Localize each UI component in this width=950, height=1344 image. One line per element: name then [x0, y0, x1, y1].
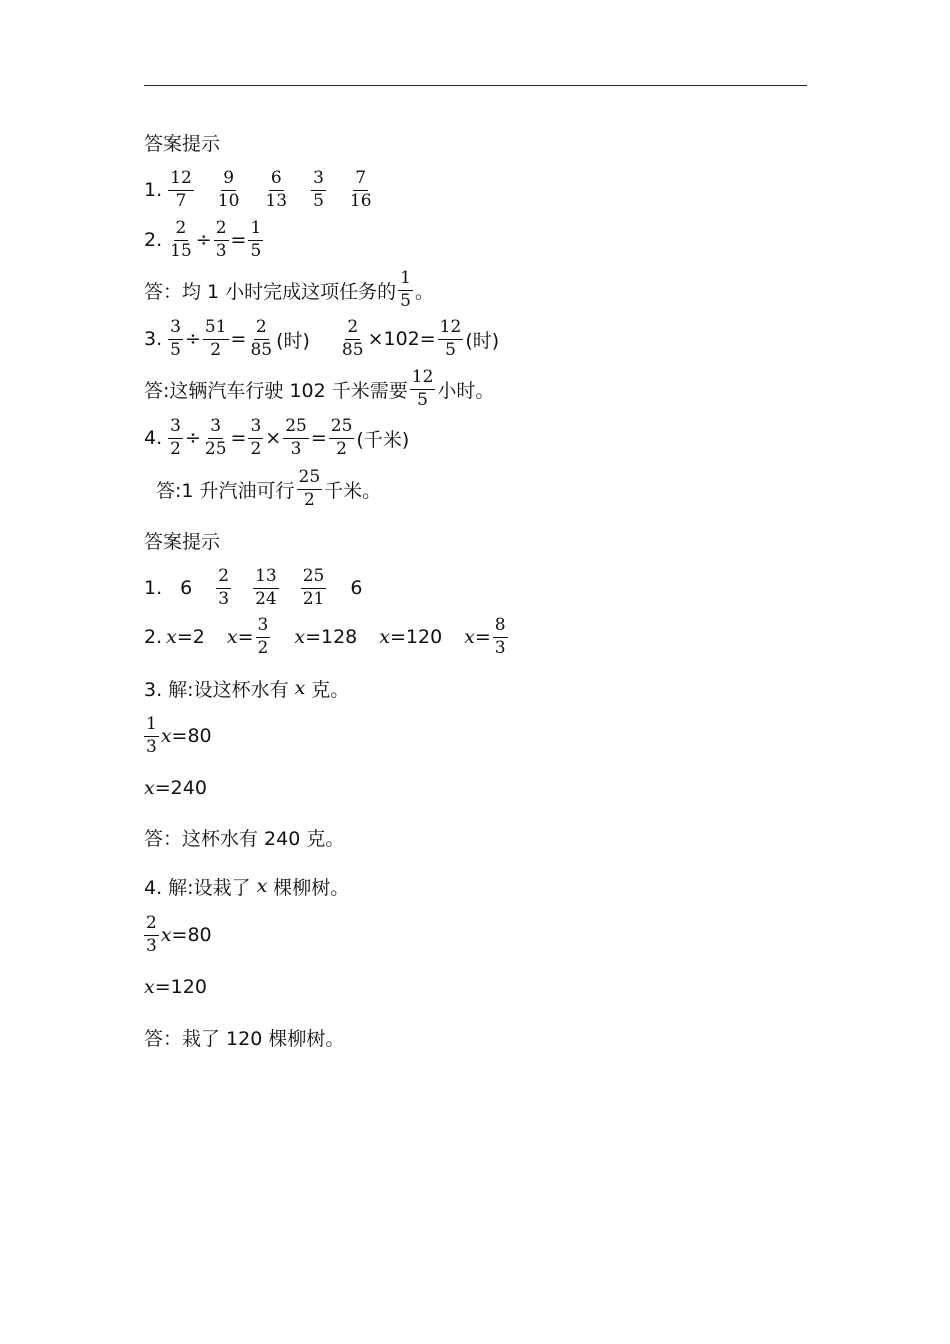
fraction — [168, 417, 183, 458]
denominator: 2 — [210, 339, 222, 360]
denominator: 5 — [445, 339, 456, 360]
section2-heading — [144, 520, 220, 560]
s2-q3-answer — [144, 817, 344, 857]
numerator: 1 — [248, 219, 263, 240]
heading-text: 答案提示 — [144, 132, 221, 155]
s2-q4-eq2 — [144, 967, 207, 1007]
s1-q3-answer — [144, 369, 494, 409]
divide-sign: ÷ — [184, 427, 201, 449]
fraction — [144, 715, 159, 756]
equation-part: =120 — [389, 626, 443, 648]
numerator: 1 — [398, 269, 413, 290]
numerator: 2 — [345, 318, 360, 339]
denominator: 5 — [313, 190, 324, 211]
variable-x: x — [144, 777, 155, 799]
variable-x: x — [226, 626, 238, 648]
equation-part: = — [237, 626, 254, 648]
equation-part: =80 — [171, 924, 212, 946]
equals-sign: = — [230, 328, 247, 350]
unit-text: (时) — [276, 329, 310, 352]
times-expression: ×102= — [367, 328, 436, 350]
numerator: 9 — [221, 169, 236, 190]
section1-heading — [144, 122, 220, 162]
equation-part: =2 — [176, 626, 205, 648]
top-rule — [144, 85, 807, 86]
fraction — [283, 417, 309, 458]
numerator: 3 — [168, 318, 183, 339]
q-number: 4. — [144, 427, 163, 449]
fraction — [144, 914, 159, 955]
solution-text: 4. 解:设栽了 — [144, 876, 251, 899]
divide-sign: ÷ — [195, 229, 212, 251]
denominator: 21 — [302, 588, 325, 609]
unit-text: (时) — [465, 329, 500, 352]
equals-sign: = — [230, 427, 247, 449]
numerator: 7 — [353, 169, 368, 190]
fraction — [256, 616, 271, 657]
fraction — [493, 616, 508, 657]
fraction — [253, 567, 279, 608]
numerator: 1 — [144, 715, 159, 736]
equation-part: =80 — [171, 725, 212, 747]
numerator: 13 — [253, 567, 279, 588]
denominator: 85 — [341, 339, 364, 360]
denominator: 2 — [257, 637, 269, 658]
fraction — [398, 269, 413, 310]
equation-part: = — [474, 626, 491, 648]
q-number: 1. — [144, 577, 163, 599]
numerator: 2 — [254, 318, 269, 339]
answer-text: 答：栽了 120 棵柳树。 — [144, 1027, 345, 1050]
denominator: 2 — [170, 438, 181, 459]
fraction — [340, 318, 366, 359]
variable-x: x — [294, 677, 306, 699]
fraction — [248, 417, 263, 458]
fraction — [263, 169, 289, 210]
s1-q3 — [144, 319, 499, 359]
denominator: 3 — [215, 240, 227, 261]
s2-q1 — [144, 568, 362, 608]
numerator: 12 — [438, 318, 464, 339]
numerator: 2 — [144, 914, 159, 935]
variable-x: x — [160, 725, 172, 747]
fraction — [301, 567, 327, 608]
s2-q3 — [144, 668, 349, 708]
answer-text: 答：均 1 小时完成这项任务的 — [144, 280, 397, 303]
s1-q4-answer — [156, 469, 381, 509]
fraction — [168, 169, 194, 210]
numerator: 12 — [168, 169, 194, 190]
variable-x: x — [294, 626, 306, 648]
numerator: 3 — [208, 417, 223, 438]
denominator: 5 — [417, 389, 428, 410]
s1-q2 — [144, 220, 265, 260]
numerator: 12 — [410, 368, 436, 389]
s1-q4 — [144, 418, 409, 458]
denominator: 3 — [290, 438, 302, 459]
fraction — [214, 219, 229, 260]
fraction — [168, 318, 183, 359]
denominator: 2 — [336, 438, 347, 459]
denominator: 5 — [170, 339, 181, 360]
fraction — [216, 567, 231, 608]
numerator: 2 — [216, 567, 231, 588]
denominator: 5 — [250, 240, 262, 261]
s2-q4 — [144, 866, 349, 906]
fraction — [248, 219, 263, 260]
fraction — [168, 219, 194, 260]
s2-q4-eq1 — [144, 915, 212, 955]
numerator: 25 — [329, 417, 355, 438]
answer-value: 6 — [180, 577, 193, 599]
s2-q3-eq1 — [144, 716, 212, 756]
fraction — [216, 169, 242, 210]
answer-value: 6 — [350, 577, 363, 599]
numerator: 51 — [203, 318, 229, 339]
q-number: 3. — [144, 328, 163, 350]
denominator: 7 — [175, 190, 187, 211]
denominator: 15 — [170, 240, 192, 261]
solution-text: 克。 — [311, 678, 350, 701]
denominator: 5 — [400, 290, 411, 311]
solution-text: 3. 解:设这杯水有 — [144, 678, 289, 701]
divide-sign: ÷ — [184, 328, 201, 350]
times-sign: × — [265, 427, 282, 449]
numerator: 25 — [297, 468, 323, 489]
fraction — [203, 318, 229, 359]
answer-text: 。 — [415, 280, 435, 303]
denominator: 3 — [146, 935, 157, 956]
heading-text: 答案提示 — [144, 530, 221, 553]
solution-text: 棵柳树。 — [273, 876, 350, 899]
variable-x: x — [144, 976, 155, 998]
variable-x: x — [464, 626, 475, 648]
fraction — [348, 169, 374, 210]
s2-q4-answer — [144, 1017, 344, 1057]
answer-text: 千米。 — [324, 479, 382, 502]
s1-q2-answer — [144, 270, 434, 310]
denominator: 10 — [217, 190, 240, 211]
denominator: 13 — [265, 190, 288, 211]
equation-part: =128 — [305, 626, 358, 648]
numerator: 3 — [248, 417, 263, 438]
answer-text: 答:这辆汽车行驶 102 千米需要 — [144, 379, 408, 402]
answer-text: 答:1 升汽油可行 — [156, 479, 295, 502]
variable-x: x — [160, 924, 172, 946]
equals-sign: = — [310, 427, 327, 449]
denominator: 25 — [204, 438, 227, 459]
fraction — [410, 368, 436, 409]
denominator: 16 — [349, 190, 372, 211]
variable-x: x — [256, 875, 268, 897]
denominator: 2 — [303, 489, 315, 510]
answer-text: 小时。 — [437, 379, 495, 402]
fraction — [311, 169, 326, 210]
equation-part: =240 — [154, 777, 207, 799]
denominator: 85 — [250, 339, 273, 360]
equals-sign: = — [230, 229, 247, 251]
numerator: 6 — [269, 169, 284, 190]
variable-x: x — [379, 626, 390, 648]
denominator: 3 — [218, 588, 230, 609]
unit-text: (千米) — [356, 428, 410, 451]
denominator: 24 — [255, 588, 277, 609]
fraction — [297, 468, 323, 509]
numerator: 3 — [168, 417, 183, 438]
q-number: 2. — [144, 626, 163, 648]
fraction — [329, 417, 355, 458]
numerator: 25 — [283, 417, 309, 438]
denominator: 3 — [494, 637, 506, 658]
equation-part: =120 — [154, 976, 207, 998]
denominator: 3 — [146, 736, 157, 757]
q-number: 2. — [144, 229, 163, 251]
denominator: 2 — [250, 438, 262, 459]
s1-q1 — [144, 170, 376, 210]
s2-q2 — [144, 617, 510, 657]
numerator: 2 — [214, 219, 229, 240]
fraction — [203, 417, 229, 458]
fraction — [438, 318, 464, 359]
numerator: 8 — [493, 616, 508, 637]
q-number: 1. — [144, 179, 163, 201]
numerator: 25 — [301, 567, 327, 588]
variable-x: x — [166, 626, 177, 648]
answer-text: 答：这杯水有 240 克。 — [144, 827, 345, 850]
numerator: 3 — [311, 169, 326, 190]
s2-q3-eq2 — [144, 768, 207, 808]
numerator: 3 — [256, 616, 271, 637]
fraction — [248, 318, 274, 359]
numerator: 2 — [174, 219, 189, 240]
